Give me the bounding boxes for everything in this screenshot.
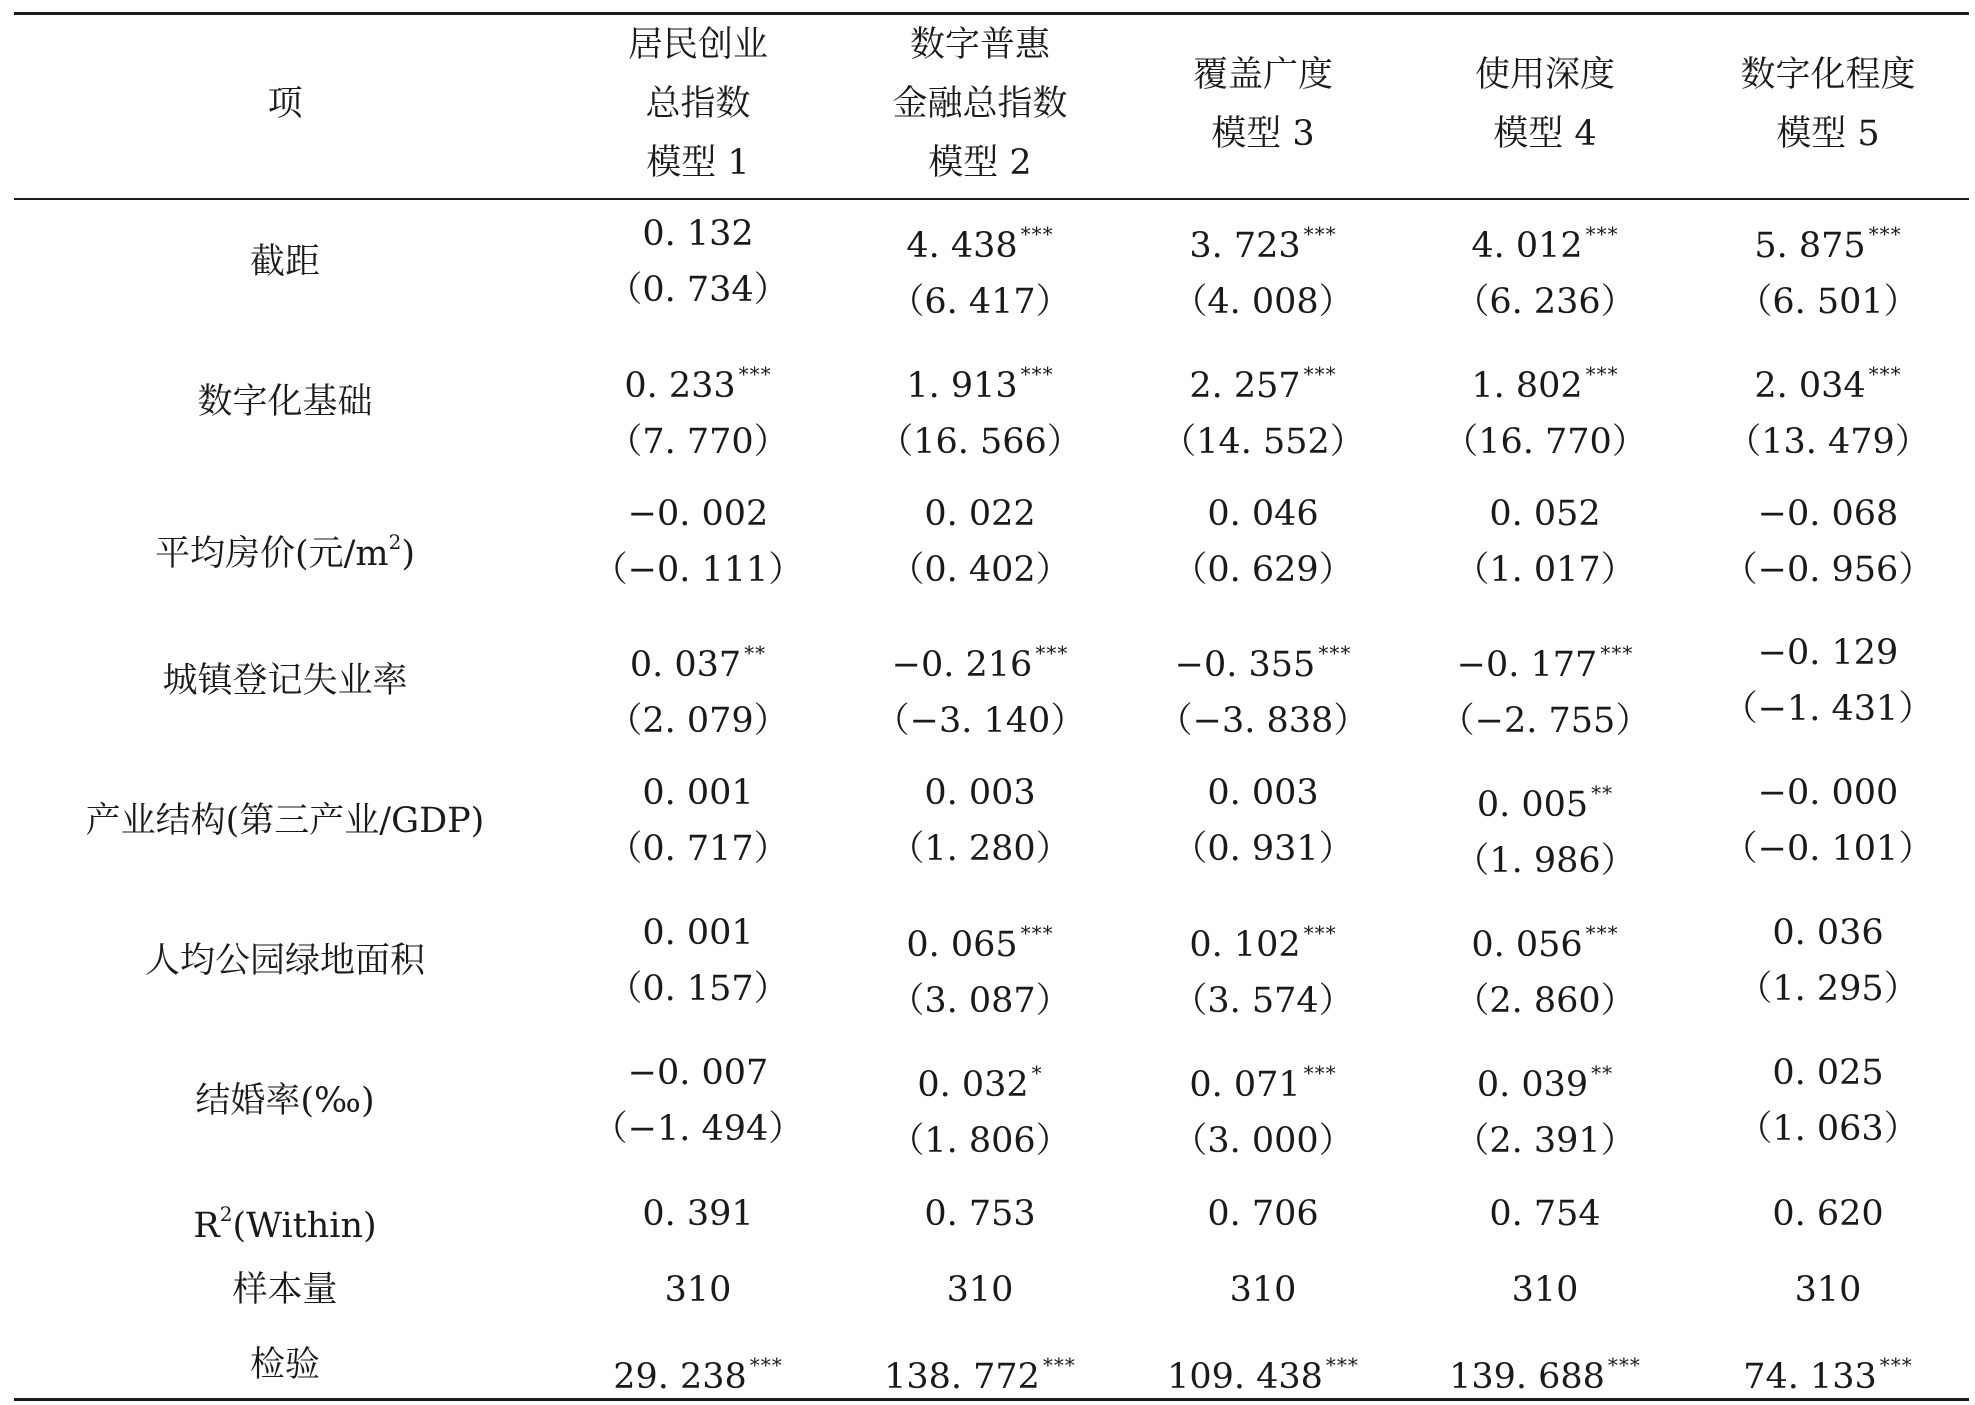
t-statistic: （0. 629） bbox=[1172, 550, 1354, 590]
coefficient-cell bbox=[1123, 1045, 1403, 1169]
coefficient-cell bbox=[1405, 486, 1685, 598]
coefficient-value: 0. 001 bbox=[642, 913, 754, 953]
header-item bbox=[15, 75, 555, 134]
header-column bbox=[1123, 46, 1403, 164]
coefficient-value: 0. 032 bbox=[917, 1065, 1029, 1105]
coefficient-cell bbox=[1405, 206, 1685, 330]
significance-stars: *** bbox=[1585, 921, 1619, 945]
header-line: 覆盖广度 bbox=[1192, 55, 1333, 95]
t-statistic: （6. 417） bbox=[889, 282, 1071, 322]
coefficient-cell bbox=[1123, 905, 1403, 1029]
coefficient-cell bbox=[1123, 486, 1403, 598]
sample-size-value bbox=[1123, 1262, 1403, 1318]
t-statistic: （4. 008） bbox=[1172, 282, 1354, 322]
test-value bbox=[558, 1337, 838, 1405]
row-label bbox=[15, 1073, 555, 1129]
coefficient-line bbox=[1688, 625, 1968, 681]
coefficient-line bbox=[1688, 1045, 1968, 1101]
header-line: 金融总指数 bbox=[892, 84, 1068, 124]
coefficient-line bbox=[840, 1045, 1120, 1113]
row-label bbox=[15, 514, 555, 582]
t-statistic: （0. 157） bbox=[607, 969, 789, 1009]
coefficient-line bbox=[1405, 1045, 1685, 1113]
header-column bbox=[840, 16, 1120, 193]
significance-stars: *** bbox=[1020, 222, 1054, 246]
t-statistic: （14. 552） bbox=[1161, 422, 1365, 462]
sample-size-value bbox=[840, 1262, 1120, 1318]
coefficient-line bbox=[1688, 206, 1968, 274]
coefficient-line bbox=[558, 346, 838, 414]
t-statistic: （3. 574） bbox=[1172, 981, 1354, 1021]
significance-stars: *** bbox=[1325, 1353, 1359, 1377]
coefficient-value: 0. 132 bbox=[642, 214, 754, 254]
significance-stars: *** bbox=[1585, 222, 1619, 246]
significance-stars: *** bbox=[1600, 641, 1634, 665]
coefficient-line bbox=[1688, 346, 1968, 414]
coefficient-line bbox=[1405, 346, 1685, 414]
t-statistic: （1. 063） bbox=[1737, 1109, 1919, 1149]
coefficient-cell bbox=[840, 905, 1120, 1029]
test-value bbox=[840, 1337, 1120, 1405]
coefficient-cell bbox=[1123, 206, 1403, 330]
coefficient-line bbox=[840, 765, 1120, 821]
coefficient-line bbox=[1123, 765, 1403, 821]
t-statistic: （16. 770） bbox=[1443, 422, 1647, 462]
t-statistic: （−3. 140） bbox=[874, 701, 1086, 741]
t-statistic: （1. 280） bbox=[889, 829, 1071, 869]
t-statistic: （0. 402） bbox=[889, 550, 1071, 590]
significance-stars: *** bbox=[1303, 921, 1337, 945]
coefficient-cell bbox=[840, 206, 1120, 330]
coefficient-line bbox=[1123, 905, 1403, 973]
significance-stars: *** bbox=[1303, 1061, 1337, 1085]
t-statistic: （16. 566） bbox=[878, 422, 1082, 462]
coefficient-value: 0. 003 bbox=[924, 773, 1036, 813]
coefficient-cell bbox=[558, 625, 838, 749]
coefficient-cell bbox=[1688, 346, 1968, 470]
header-line: 模型 4 bbox=[1493, 114, 1597, 154]
t-statistic: （−0. 111） bbox=[592, 550, 804, 590]
coefficient-value: 0. 102 bbox=[1189, 925, 1301, 965]
row-label-tail: ) bbox=[401, 534, 416, 574]
test-value-text: 74. 133 bbox=[1743, 1357, 1877, 1397]
significance-stars: ** bbox=[1591, 781, 1614, 805]
significance-stars: *** bbox=[1042, 1353, 1076, 1377]
coefficient-cell bbox=[1688, 905, 1968, 1017]
header-line: 居民创业 bbox=[627, 25, 768, 65]
coefficient-value: 0. 025 bbox=[1772, 1053, 1884, 1093]
t-statistic: （−3. 838） bbox=[1157, 701, 1369, 741]
significance-stars: *** bbox=[738, 362, 772, 386]
coefficient-value: −0. 002 bbox=[627, 494, 769, 534]
row-label-superscript: 2 bbox=[388, 530, 402, 554]
coefficient-value: 0. 036 bbox=[1772, 913, 1884, 953]
coefficient-cell bbox=[1405, 905, 1685, 1029]
t-statistic: （2. 079） bbox=[607, 701, 789, 741]
sample-size-value bbox=[558, 1262, 838, 1318]
t-statistic: （0. 717） bbox=[607, 829, 789, 869]
coefficient-line bbox=[558, 206, 838, 262]
coefficient-cell bbox=[840, 346, 1120, 470]
coefficient-cell bbox=[1123, 765, 1403, 877]
row-label bbox=[15, 234, 555, 290]
row-label-text: 平均房价(元/m bbox=[154, 534, 389, 574]
r2-label-main: R bbox=[193, 1206, 220, 1246]
t-statistic: （2. 860） bbox=[1454, 981, 1636, 1021]
coefficient-line bbox=[1405, 905, 1685, 973]
coefficient-cell bbox=[840, 765, 1120, 877]
t-statistic: （2. 391） bbox=[1454, 1121, 1636, 1161]
row-label-text: 城镇登记失业率 bbox=[162, 661, 408, 701]
coefficient-value: 0. 233 bbox=[624, 366, 736, 406]
r2-value-text: 0. 753 bbox=[924, 1194, 1036, 1234]
t-statistic: （3. 000） bbox=[1172, 1121, 1354, 1161]
coefficient-value: −0. 216 bbox=[891, 645, 1033, 685]
coefficient-line bbox=[840, 206, 1120, 274]
coefficient-line bbox=[1688, 905, 1968, 961]
coefficient-value: 0. 037 bbox=[629, 645, 742, 685]
t-statistic: （0. 734） bbox=[607, 270, 789, 310]
header-line: 模型 2 bbox=[928, 143, 1032, 183]
coefficient-cell bbox=[1688, 206, 1968, 330]
header-line: 模型 3 bbox=[1211, 114, 1315, 154]
significance-stars: ** bbox=[744, 641, 767, 665]
header-line: 数字化程度 bbox=[1740, 55, 1916, 95]
coefficient-cell bbox=[1688, 1045, 1968, 1157]
coefficient-value: 0. 052 bbox=[1489, 494, 1601, 534]
coefficient-line bbox=[1688, 486, 1968, 542]
t-statistic: （−2. 755） bbox=[1439, 701, 1651, 741]
coefficient-line bbox=[840, 346, 1120, 414]
coefficient-value: −0. 177 bbox=[1456, 645, 1598, 685]
coefficient-value: 0. 071 bbox=[1189, 1065, 1301, 1105]
test-value-text: 139. 688 bbox=[1449, 1357, 1605, 1397]
coefficient-line bbox=[558, 905, 838, 961]
coefficient-cell bbox=[558, 1045, 838, 1157]
t-statistic: （1. 017） bbox=[1454, 550, 1636, 590]
coefficient-line bbox=[840, 625, 1120, 693]
coefficient-value: −0. 355 bbox=[1174, 645, 1316, 685]
significance-stars: *** bbox=[1607, 1353, 1641, 1377]
table-top-rule bbox=[14, 12, 1969, 15]
coefficient-line bbox=[1688, 765, 1968, 821]
row-label-text: 人均公园绿地面积 bbox=[144, 941, 425, 981]
coefficient-value: −0. 007 bbox=[627, 1053, 769, 1093]
coefficient-cell bbox=[558, 206, 838, 318]
header-column bbox=[1405, 46, 1685, 164]
t-statistic: （1. 295） bbox=[1737, 969, 1919, 1009]
header-line: 总指数 bbox=[645, 84, 751, 124]
r2-label-tail: (Within) bbox=[232, 1206, 377, 1246]
t-statistic: （0. 931） bbox=[1172, 829, 1354, 869]
sample-size-value-text: 310 bbox=[1229, 1270, 1297, 1310]
coefficient-line bbox=[558, 486, 838, 542]
coefficient-value: −0. 129 bbox=[1757, 633, 1899, 673]
coefficient-value: 2. 257 bbox=[1189, 366, 1301, 406]
test-value bbox=[1405, 1337, 1685, 1405]
t-statistic: （7. 770） bbox=[607, 422, 789, 462]
sample-size-value-text: 310 bbox=[664, 1270, 732, 1310]
header-line: 模型 5 bbox=[1776, 114, 1880, 154]
row-label-text: 产业结构(第三产业/GDP) bbox=[85, 801, 485, 841]
coefficient-line bbox=[558, 625, 838, 693]
coefficient-line bbox=[1405, 765, 1685, 833]
significance-stars: *** bbox=[1868, 362, 1902, 386]
sample-size-label bbox=[15, 1262, 555, 1318]
coefficient-value: 0. 003 bbox=[1207, 773, 1319, 813]
sample-size-value bbox=[1688, 1262, 1968, 1318]
test-value bbox=[1123, 1337, 1403, 1405]
significance-stars: *** bbox=[1318, 641, 1352, 665]
coefficient-value: 5. 875 bbox=[1754, 226, 1866, 266]
t-statistic: （1. 806） bbox=[889, 1121, 1071, 1161]
sample-size-value-text: 310 bbox=[1794, 1270, 1862, 1310]
significance-stars: *** bbox=[1879, 1353, 1913, 1377]
significance-stars: *** bbox=[1020, 921, 1054, 945]
test-label bbox=[15, 1337, 555, 1393]
row-label bbox=[15, 653, 555, 709]
coefficient-line bbox=[1405, 625, 1685, 693]
coefficient-value: −0. 000 bbox=[1757, 773, 1899, 813]
coefficient-cell bbox=[1123, 625, 1403, 749]
coefficient-value: 0. 001 bbox=[642, 773, 754, 813]
sample-size-value-text: 310 bbox=[946, 1270, 1014, 1310]
coefficient-cell bbox=[558, 765, 838, 877]
significance-stars: *** bbox=[1585, 362, 1619, 386]
r2-value bbox=[1123, 1186, 1403, 1242]
header-line: 模型 1 bbox=[646, 143, 750, 183]
t-statistic: （13. 479） bbox=[1726, 422, 1930, 462]
t-statistic: （−1. 494） bbox=[592, 1109, 804, 1149]
t-statistic: （−0. 101） bbox=[1722, 829, 1934, 869]
coefficient-line bbox=[840, 905, 1120, 973]
r2-value-text: 0. 620 bbox=[1772, 1194, 1884, 1234]
coefficient-value: 1. 913 bbox=[906, 366, 1018, 406]
row-label bbox=[15, 933, 555, 989]
coefficient-value: −0. 068 bbox=[1757, 494, 1899, 534]
row-label bbox=[15, 793, 555, 849]
r2-value-text: 0. 754 bbox=[1489, 1194, 1601, 1234]
significance-stars: ** bbox=[1591, 1061, 1614, 1085]
coefficient-value: 0. 005 bbox=[1476, 785, 1589, 825]
r2-value-text: 0. 706 bbox=[1207, 1194, 1319, 1234]
significance-stars: *** bbox=[1035, 641, 1069, 665]
significance-stars: *** bbox=[749, 1353, 783, 1377]
r2-value-text: 0. 391 bbox=[642, 1194, 754, 1234]
t-statistic: （−0. 956） bbox=[1722, 550, 1934, 590]
header-column bbox=[1688, 46, 1968, 164]
coefficient-value: 4. 012 bbox=[1471, 226, 1583, 266]
t-statistic: （6. 236） bbox=[1454, 282, 1636, 322]
coefficient-cell bbox=[558, 905, 838, 1017]
coefficient-value: 0. 065 bbox=[906, 925, 1018, 965]
coefficient-value: 0. 022 bbox=[924, 494, 1036, 534]
coefficient-cell bbox=[840, 625, 1120, 749]
coefficient-line bbox=[558, 1045, 838, 1101]
header-column bbox=[558, 16, 838, 193]
row-label-text: 截距 bbox=[249, 242, 320, 282]
coefficient-cell bbox=[1405, 765, 1685, 889]
sample-size-label-text: 样本量 bbox=[232, 1270, 338, 1310]
coefficient-cell bbox=[558, 346, 838, 470]
coefficient-cell bbox=[1688, 625, 1968, 737]
table-header-rule bbox=[14, 198, 1969, 200]
coefficient-cell bbox=[840, 486, 1120, 598]
coefficient-value: 0. 039 bbox=[1476, 1065, 1589, 1105]
significance-stars: *** bbox=[1868, 222, 1902, 246]
coefficient-cell bbox=[558, 486, 838, 598]
sample-size-value-text: 310 bbox=[1511, 1270, 1579, 1310]
r2-value bbox=[1405, 1186, 1685, 1242]
coefficient-cell bbox=[1688, 765, 1968, 877]
coefficient-cell bbox=[1405, 625, 1685, 749]
coefficient-value: 3. 723 bbox=[1189, 226, 1301, 266]
coefficient-value: 2. 034 bbox=[1754, 366, 1866, 406]
test-value bbox=[1688, 1337, 1968, 1405]
coefficient-line bbox=[840, 486, 1120, 542]
header-line: 数字普惠 bbox=[909, 25, 1050, 65]
coefficient-cell bbox=[1405, 1045, 1685, 1169]
coefficient-cell bbox=[1123, 346, 1403, 470]
header-line: 使用深度 bbox=[1474, 55, 1615, 95]
coefficient-cell bbox=[1688, 486, 1968, 598]
coefficient-cell bbox=[840, 1045, 1120, 1169]
coefficient-line bbox=[1123, 1045, 1403, 1113]
r2-label bbox=[15, 1186, 555, 1254]
t-statistic: （−1. 431） bbox=[1722, 689, 1934, 729]
row-label-text: 结婚率(‰) bbox=[195, 1081, 375, 1121]
coefficient-line bbox=[1123, 625, 1403, 693]
sample-size-value bbox=[1405, 1262, 1685, 1318]
t-statistic: （1. 986） bbox=[1454, 841, 1636, 881]
significance-stars: *** bbox=[1303, 362, 1337, 386]
coefficient-line bbox=[558, 765, 838, 821]
test-label-text: 检验 bbox=[249, 1345, 320, 1385]
r2-value bbox=[840, 1186, 1120, 1242]
row-label-text: 数字化基础 bbox=[197, 382, 373, 422]
coefficient-value: 4. 438 bbox=[906, 226, 1018, 266]
test-value-text: 138. 772 bbox=[884, 1357, 1040, 1397]
t-statistic: （3. 087） bbox=[889, 981, 1071, 1021]
coefficient-line bbox=[1123, 206, 1403, 274]
coefficient-line bbox=[1405, 206, 1685, 274]
coefficient-line bbox=[1405, 486, 1685, 542]
coefficient-cell bbox=[1405, 346, 1685, 470]
r2-label-superscript: 2 bbox=[219, 1202, 233, 1226]
coefficient-line bbox=[1123, 346, 1403, 414]
coefficient-line bbox=[1123, 486, 1403, 542]
test-value-text: 109. 438 bbox=[1167, 1357, 1323, 1397]
header-item-label: 项 bbox=[267, 84, 303, 124]
coefficient-value: 1. 802 bbox=[1471, 366, 1583, 406]
r2-value bbox=[558, 1186, 838, 1242]
significance-stars: *** bbox=[1303, 222, 1337, 246]
test-value-text: 29. 238 bbox=[613, 1357, 747, 1397]
coefficient-value: 0. 056 bbox=[1471, 925, 1583, 965]
significance-stars: *** bbox=[1020, 362, 1054, 386]
row-label bbox=[15, 374, 555, 430]
significance-stars: * bbox=[1031, 1061, 1043, 1085]
r2-value bbox=[1688, 1186, 1968, 1242]
coefficient-value: 0. 046 bbox=[1207, 494, 1319, 534]
t-statistic: （6. 501） bbox=[1737, 282, 1919, 322]
